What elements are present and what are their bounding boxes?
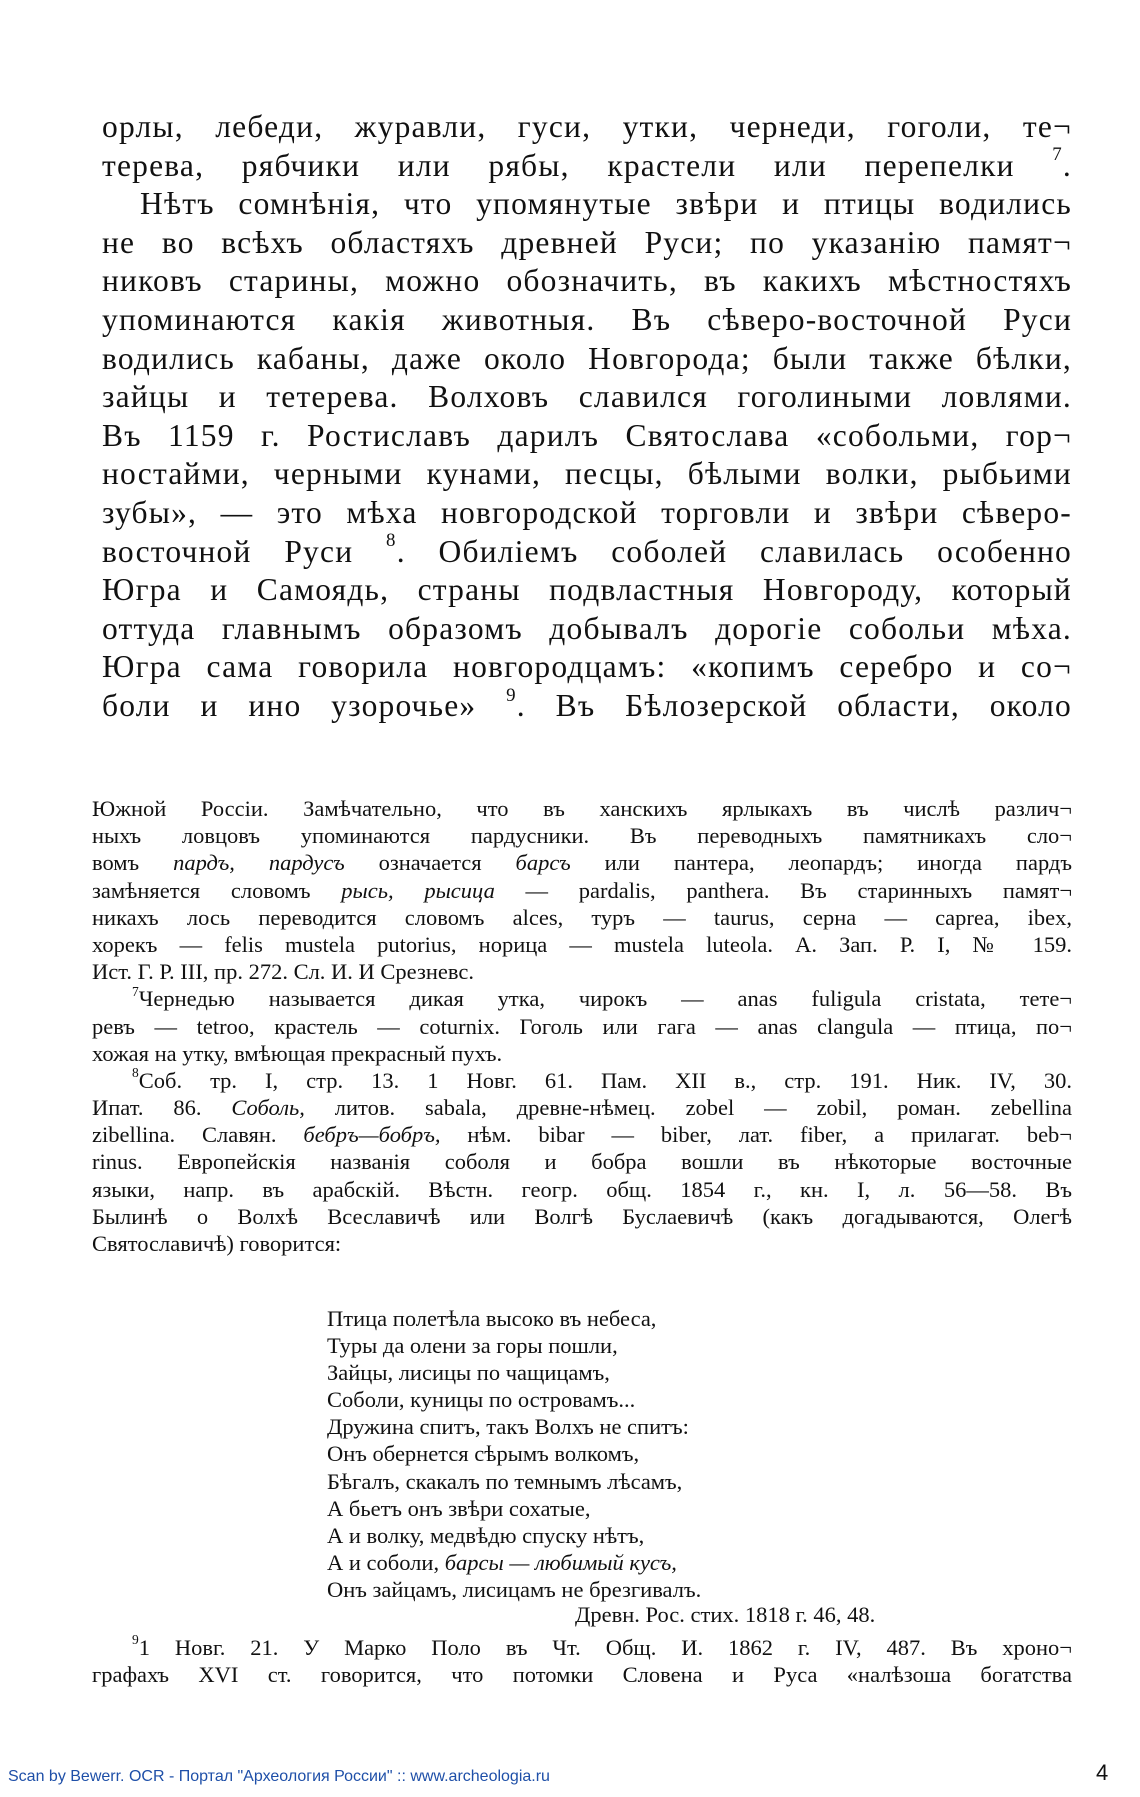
poem-line: Дружина спитъ, такъ Волхъ не спитъ: (327, 1414, 689, 1440)
italic-term: пардъ, пардусъ (173, 850, 345, 876)
text-line: не во всѣхъ областяхъ древней Руси; по указанію памят¬ (102, 224, 1072, 260)
note-line: Южной Россіи. Замѣчательно, что въ ханскихъ ярлыкахъ въ числѣ различ¬ (92, 796, 1072, 821)
text-line: оттуда главнымъ образомъ добывалъ дорогіе собольи мѣха. (102, 610, 1072, 646)
text-line: Нѣтъ сомнѣнія, что упомянутые звѣри и птицы водились (140, 186, 1072, 222)
note-line: $^9$1 Новг. 21. У Марко Поло въ Чт. Общ. И. 1862 г. IV, 487. Въ хроно¬ (132, 1632, 1072, 1660)
poem-quote (327, 1305, 887, 1603)
poem-line: Онъ обернется сѣрымъ волкомъ, (327, 1441, 640, 1467)
text-line: Въ 1159 г. Ростиславъ дарилъ Святослава «собольми, гор¬ (102, 417, 1072, 453)
note-line: замѣняется словомъ рысь, рысица — pardalis, panthera. Въ старинныхъ памят¬ (92, 877, 1073, 903)
poem-source: Древн. Рос. стих. 1818 г. 46, 48. (575, 1602, 876, 1627)
text-line: терева, рябчики или рябы, крастели или перепелки $^7$. (102, 144, 1072, 183)
note-line: $^7$Чернедью называется дикая утка, чирокъ — anas fuligula cristata, тете¬ (132, 983, 1072, 1012)
footnote-marker: 8 (386, 530, 397, 552)
footnote-marker: 7 (1052, 144, 1063, 166)
note-line: Ипат. 86. Соболь, литов. sabala, древне-нѣмец. zobel — zobil, роман. zebellina (92, 1095, 1072, 1121)
poem-line: Туры да олени за горы пошли, (327, 1333, 618, 1359)
poem-line: Птица полетѣла высоко въ небеса, (327, 1306, 657, 1331)
note-line: ревъ — tetroo, крастель — coturnix. Гоголь или гага — anas clangula — птица, по¬ (92, 1013, 1072, 1039)
note-line: вомъ пардъ, пардусъ означается барсъ или пантера, леопардъ; иногда пардъ (92, 850, 1073, 876)
italic-term: бебръ—бобръ, (303, 1122, 441, 1148)
note-line: хожая на утку, вмѣющая прекрасный пухъ. (92, 1040, 503, 1066)
text-line: водились кабаны, даже около Новгорода; были также бѣлки, (102, 340, 1072, 376)
footnote-9 (92, 1634, 1072, 1688)
note-line: zibellina. Славян. бебръ—бобръ, нѣм. bibar — biber, лат. fiber, а прилагат. beb¬ (92, 1122, 1072, 1148)
note-line: rinus. Европейскія названія соболя и бобра вошли въ нѣкоторые восточные (92, 1149, 1072, 1175)
text-line: Югра и Самоядь, страны подвластныя Новгороду, который (102, 572, 1072, 608)
poem-line: А и соболи, барсы — любимый кусъ, (327, 1549, 677, 1575)
italic-term: рысь, рысица (341, 877, 495, 903)
italic-term: барсъ (515, 850, 571, 876)
footnotes-block (92, 795, 1072, 1257)
note-line: $^8$Соб. тр. I, стр. 13. 1 Новг. 61. Пам. XII в., стр. 191. Ник. IV, 30. (132, 1065, 1072, 1093)
note-line: хорекъ — felis mustela putorius, норица — mustela luteola. А. Зап. Р. I, № 159. (92, 931, 1072, 957)
note-line: Святославичѣ) говорится: (92, 1231, 342, 1256)
italic-term: барсы — любимый кусъ, (444, 1549, 677, 1575)
poem-line: А и волку, медвѣдю спуску нѣтъ, (327, 1522, 645, 1548)
footnote-number: 8 (132, 1065, 139, 1081)
page-number: 4 (1096, 1760, 1109, 1785)
text-line: восточной Руси $^8$. Обиліемъ соболей славилась особенно (102, 530, 1073, 569)
footnote-marker: 9 (506, 684, 517, 706)
poem-line: А бьетъ онъ звѣри сохатые, (327, 1495, 591, 1521)
poem-line: Бѣгалъ, скакалъ по темнымъ лѣсамъ, (327, 1468, 683, 1494)
italic-term: Соболь, (231, 1095, 305, 1121)
text-line: зайцы и тетерева. Волховъ славился гоголиными ловлями. (102, 379, 1072, 415)
text-line: никовъ старины, можно обозначить, въ какихъ мѣстностяхъ (102, 263, 1072, 299)
footnote-number: 9 (132, 1632, 139, 1648)
note-line: Былинѣ о Волхѣ Всеславичѣ или Волгѣ Буслаевичѣ (какъ догадываются, Олегѣ (92, 1203, 1072, 1229)
text-line: Югра сама говорила новгородцамъ: «копимъ серебро и со¬ (102, 649, 1072, 685)
poem-line: Соболи, куницы по островамъ... (327, 1387, 636, 1413)
text-line: орлы, лебеди, журавли, гуси, утки, чернеди, гоголи, те¬ (102, 109, 1072, 144)
poem-line: Зайцы, лисицы по чащицамъ, (327, 1360, 610, 1386)
main-text (102, 108, 1072, 726)
text-line: упоминаются какія животныя. Въ сѣверо-восточной Руси (102, 301, 1072, 337)
note-line: ныхъ ловцовъ упоминаются пардусники. Въ переводныхъ памятникахъ сло¬ (92, 823, 1072, 849)
text-line: боли и ино узорочье» $^9$. Въ Бѣлозерской области, около (102, 684, 1072, 723)
note-line: Ист. Г. Р. III, пр. 272. Сл. И. И Срезневс. (92, 959, 474, 985)
poem-line: Онъ зайцамъ, лисицамъ не брезгивалъ. (327, 1576, 702, 1602)
text-line: ностайми, черными кунами, песцы, бѣлыми волки, рыбьими (102, 456, 1072, 492)
footnote-number: 7 (132, 983, 139, 999)
scan-credit-footer: Scan by Bewerr. OCR - Портал "Археология России" :: www.archeologia.ru (8, 1768, 550, 1785)
note-line: языки, напр. въ арабскій. Вѣстн. геогр. общ. 1854 г., кн. I, л. 56—58. Въ (92, 1176, 1072, 1202)
note-line: никахъ лось переводится словомъ alces, туръ — taurus, серна — caprea, ibex, (92, 904, 1072, 930)
text-line: зубы», — это мѣха новгородской торговли и звѣри сѣверо- (102, 494, 1072, 530)
note-line: графахъ XVI ст. говорится, что потомки Словена и Руса «налѣзоша богатства (92, 1662, 1072, 1688)
